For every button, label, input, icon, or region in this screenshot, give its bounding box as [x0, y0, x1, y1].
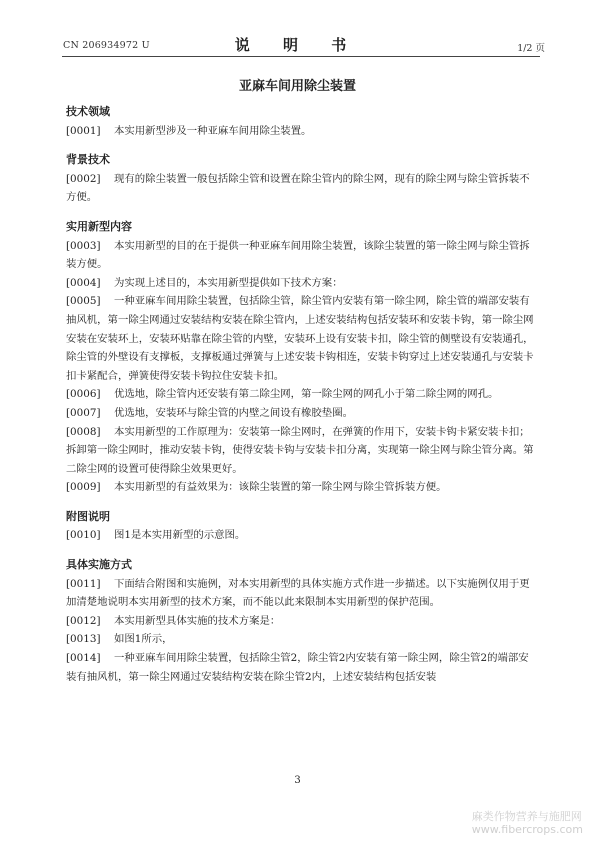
paragraph-number: [0004]	[66, 276, 101, 289]
paragraph-number: [0002]	[66, 172, 101, 185]
paragraph	[66, 237, 536, 274]
paragraph	[66, 170, 536, 207]
paragraph-number: [0008]	[66, 425, 101, 438]
watermark-line-1: 麻类作物营养与施肥网	[471, 810, 582, 823]
paragraph-number: [0003]	[66, 239, 101, 252]
section-gap	[66, 497, 536, 508]
paragraph-text: 本实用新型的有益效果为：该除尘装置的第一除尘网与除尘管拆装方便。	[114, 481, 447, 494]
paragraph-number: [0011]	[66, 577, 101, 590]
section-heading: 背景技术	[66, 153, 110, 167]
paragraph-number: [0007]	[66, 406, 101, 419]
paragraph-number: [0005]	[66, 295, 101, 308]
paragraph-text: 本实用新型具体实施的技术方案是：	[114, 614, 281, 627]
paragraph-number: [0012]	[66, 614, 101, 627]
document-body	[66, 103, 536, 686]
page-number: 3	[294, 775, 301, 786]
paragraph-text: 优选地，安装环与除尘管的内壁之间设有橡胶垫圈。	[114, 406, 353, 419]
paragraph-number: [0010]	[66, 529, 101, 542]
paragraph	[66, 649, 536, 686]
paragraph-text: 优选地，除尘管内还安装有第二除尘网，第一除尘网的网孔小于第二除尘网的网孔。	[114, 388, 499, 401]
paragraph-text: 本实用新型的工作原理为：安装第一除尘网时，在弹簧的作用下，安装卡钩卡紧安装卡扣；拆卸第一除尘网时，推动安装卡钩，使得安装卡钩与安装卡扣分离，实现第一除尘网与除尘管分离。第二除尘网的设置可使得除尘效果更好。	[66, 425, 534, 475]
paragraph-text: 为实现上述目的，本实用新型提供如下技术方案：	[114, 276, 343, 289]
paragraph-text: 如图1所示，	[114, 633, 173, 646]
document-title: 亚麻车间用除尘装置	[238, 79, 356, 94]
paragraph	[66, 385, 536, 404]
patent-number: CN 206934972 U	[63, 40, 150, 51]
section-gap	[66, 140, 536, 151]
paragraph-text: 图1是本实用新型的示意图。	[114, 529, 246, 542]
paragraph-number: [0013]	[66, 633, 101, 646]
section-heading: 具体实施方式	[66, 558, 132, 572]
paragraph	[66, 404, 536, 423]
paragraph	[66, 478, 536, 497]
watermark	[472, 810, 583, 836]
paragraph-number: [0006]	[66, 388, 101, 401]
paragraph-text: 本实用新型的目的在于提供一种亚麻车间用除尘装置，该除尘装置的第一除尘网与除尘管拆装方便。	[66, 239, 530, 271]
paragraph	[66, 526, 536, 545]
header-divider	[62, 56, 540, 57]
paragraph	[66, 612, 536, 631]
paragraph	[66, 274, 536, 293]
paragraph-text: 一种亚麻车间用除尘装置，包括除尘管2，除尘管2内安装有第一除尘网，除尘管2的端部安装有抽风机，第一除尘网通过安装结构安装在除尘管2内，上述安装结构包括安装	[66, 652, 529, 683]
section-gap	[66, 545, 536, 556]
page-indicator: 1/2 页	[517, 43, 545, 54]
paragraph-text: 一种亚麻车间用除尘装置，包括除尘管，除尘管内安装有第一除尘网，除尘管的端部安装有抽风机，第一除尘网通过安装结构安装在除尘管内，上述安装结构包括安装环和安装卡钩，第一除尘网安装在安装环上，安装环贴靠在除尘管的内壁，安装环上设有安装卡扣，除尘管的侧壁设有安装通孔，除尘管的外壁设有支撑板，支撑板通过弹簧与上述安装卡钩相连，安装卡钩穿过上述安装通孔与安装卡扣卡紧配合，弹簧使得安装卡钩拉住安装卡扣。	[66, 295, 534, 382]
section-heading: 附图说明	[66, 509, 110, 523]
section-heading: 技术领域	[66, 105, 110, 118]
paragraph	[66, 575, 536, 612]
paragraph-number: [0014]	[66, 652, 101, 665]
paragraph	[66, 423, 536, 479]
paragraph-number: [0009]	[66, 481, 101, 494]
paragraph-number: [0001]	[66, 124, 101, 137]
paragraph	[66, 122, 536, 141]
paragraph	[66, 630, 536, 649]
watermark-line-2: www.fibercrops.com	[471, 823, 583, 836]
paragraph-text: 现有的除尘装置一般包括除尘管和设置在除尘管内的除尘网，现有的除尘网与除尘管拆装不方便。	[66, 172, 530, 204]
paragraph	[66, 292, 536, 385]
section-heading: 实用新型内容	[66, 219, 132, 233]
paragraph-text: 下面结合附图和实施例，对本实用新型的具体实施方式作进一步描述。以下实施例仅用于更加清楚地说明本实用新型的技术方案，而不能以此来限制本实用新型的保护范围。	[66, 577, 530, 609]
section-gap	[66, 207, 536, 218]
paragraph-text: 本实用新型涉及一种亚麻车间用除尘装置。	[114, 124, 312, 137]
header-title: 说 明 书	[234, 36, 361, 54]
